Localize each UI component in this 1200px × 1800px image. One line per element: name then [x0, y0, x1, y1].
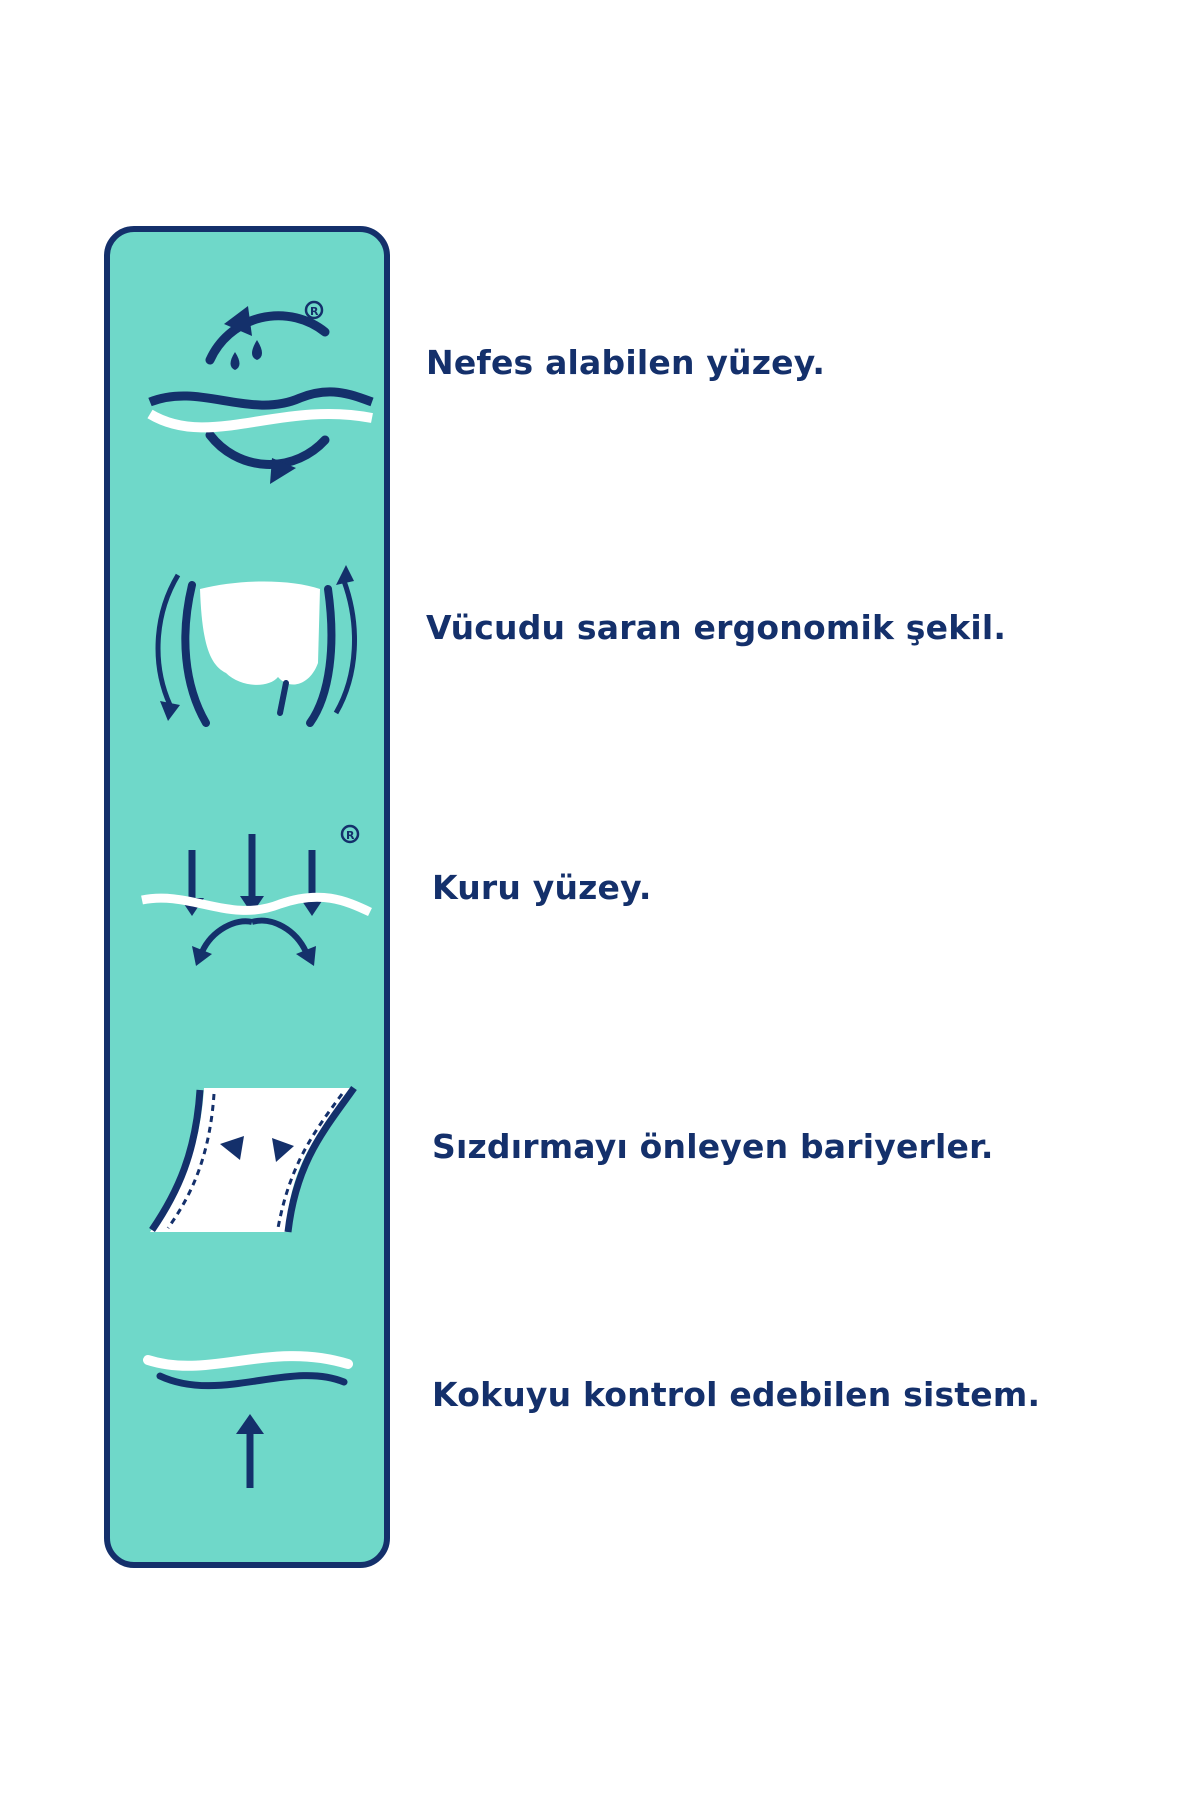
feature-label-odor-control: Kokuyu kontrol edebilen sistem. — [432, 1375, 1041, 1414]
feature-label-ergonomic: Vücudu saran ergonomik şekil. — [426, 608, 1007, 647]
svg-text:R: R — [310, 305, 319, 318]
odor-control-icon — [140, 1320, 380, 1520]
feature-label-breathable: Nefes alabilen yüzey. — [426, 343, 826, 382]
dry-surface-icon — [140, 820, 380, 1020]
feature-label-dry: Kuru yüzey. — [432, 868, 652, 907]
feature-label-leak-barrier: Sızdırmayı önleyen bariyerler. — [432, 1127, 994, 1166]
ergonomic-shape-icon — [140, 555, 380, 755]
breathable-surface-icon — [140, 290, 380, 490]
leak-barrier-icon — [140, 1072, 380, 1272]
svg-text:R: R — [346, 829, 355, 842]
